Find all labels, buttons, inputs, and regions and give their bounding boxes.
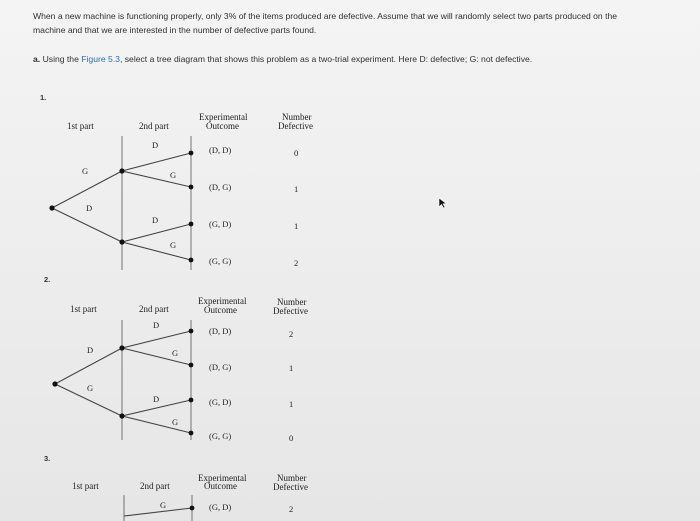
option-2-first-lower: G: [87, 383, 94, 393]
option-2-second-3: D: [153, 394, 160, 404]
option-1-first-upper: G: [82, 166, 89, 176]
option-1-second-4: G: [170, 240, 177, 250]
option-3-node: [190, 506, 195, 511]
option-3-radio[interactable]: 3.: [44, 454, 51, 463]
option-3-header-num-bottom: Defective: [273, 482, 308, 492]
option-1-outcome-2: (D, G): [209, 182, 232, 192]
option-3-headers: [72, 473, 308, 492]
option-2-branch-labels: [87, 320, 178, 427]
option-2-tree-diagram: [0, 290, 700, 450]
option-1-branch-labels: [82, 140, 176, 250]
option-3-header-second: 2nd part: [140, 481, 170, 491]
option-2-first-upper: D: [87, 345, 94, 355]
option-3-header-first: 1st part: [72, 481, 99, 491]
part-a-label: a.: [33, 54, 41, 64]
option-1-outcome-4: (G, G): [209, 256, 232, 266]
option-2-second-1: D: [153, 320, 160, 330]
option-2-count-4: 0: [289, 433, 294, 443]
option-1-headers: [67, 112, 313, 131]
part-a-text-before: Using the: [42, 54, 82, 64]
option-2-header-exp-bottom: Outcome: [204, 305, 237, 315]
option-2-counts: [289, 329, 293, 443]
option-2-count-3: 1: [289, 399, 294, 409]
option-3-header-exp-bottom: Outcome: [204, 481, 237, 491]
option-2-outcome-1: (D, D): [209, 326, 232, 336]
option-1-outcomes: [209, 145, 231, 266]
option-1-header-exp-bottom: Outcome: [206, 121, 239, 131]
mouse-pointer-icon: [438, 196, 448, 214]
option-2-count-1: 2: [289, 329, 294, 339]
option-1-header-num-top: Number: [282, 112, 312, 122]
option-2-outcome-4: (G, G): [209, 431, 232, 441]
option-3-branches: [124, 508, 192, 516]
option-1-count-4: 2: [294, 258, 299, 268]
option-2-header-second: 2nd part: [139, 304, 169, 314]
option-1-second-3: D: [152, 215, 159, 225]
option-1-outcome-1: (D, D): [209, 145, 232, 155]
option-2-headers: [70, 296, 308, 316]
option-1-header-first: 1st part: [67, 121, 94, 131]
option-1-outcome-3: (G, D): [209, 219, 232, 229]
option-1-count-3: 1: [294, 221, 299, 231]
option-2-radio[interactable]: 2.: [44, 275, 51, 284]
option-3-tree-diagram: [0, 464, 700, 521]
option-1-header-num-bottom: Defective: [278, 121, 313, 131]
part-a-prompt: [33, 54, 683, 64]
option-1-tree-diagram: [0, 108, 700, 278]
question-text: [33, 9, 683, 37]
option-2-second-2: G: [172, 348, 179, 358]
option-2-outcomes: [209, 326, 231, 441]
option-1-counts: [294, 148, 298, 268]
question-line-1: When a new machine is functioning properly, only 3% of the items produced are defective. Assume that we will randomly select two parts produced on the: [33, 11, 618, 21]
option-1-count-2: 1: [294, 184, 299, 194]
question-line-2: machine and that we are interested in the number of defective parts found.: [33, 25, 317, 35]
option-2-outcome-3: (G, D): [209, 397, 232, 407]
option-1-count-1: 0: [294, 148, 299, 158]
figure-link[interactable]: Figure 5.3: [81, 54, 120, 64]
option-3-header-num-top: Number: [277, 473, 307, 483]
option-3-outcome-1: (G, D): [209, 502, 232, 512]
option-1-header-second: 2nd part: [139, 121, 169, 131]
option-2-outcome-2: (D, G): [209, 362, 232, 372]
option-3-count-1: 2: [289, 504, 294, 514]
option-2-count-2: 1: [289, 363, 294, 373]
option-3-header-exp-top: Experimental: [198, 473, 247, 483]
option-2-header-num-top: Number: [277, 297, 307, 307]
option-3-second-1: G: [160, 500, 167, 510]
option-2-header-first: 1st part: [70, 304, 97, 314]
option-1-second-1: D: [152, 140, 159, 150]
option-1-first-lower: D: [86, 203, 93, 213]
option-2-header-num-bottom: Defective: [273, 306, 308, 316]
part-a-text-after: , select a tree diagram that shows this problem as a two-trial experiment. Here D: defective; G: not defective.: [119, 54, 533, 64]
option-1-header-exp-top: Experimental: [199, 112, 248, 122]
option-3-dividers: [124, 495, 192, 521]
option-1-second-2: G: [170, 170, 177, 180]
option-2-dividers: [122, 320, 191, 440]
option-2-header-exp-top: Experimental: [198, 296, 247, 306]
option-1-radio[interactable]: 1.: [40, 93, 47, 102]
option-2-second-4: G: [172, 417, 179, 427]
